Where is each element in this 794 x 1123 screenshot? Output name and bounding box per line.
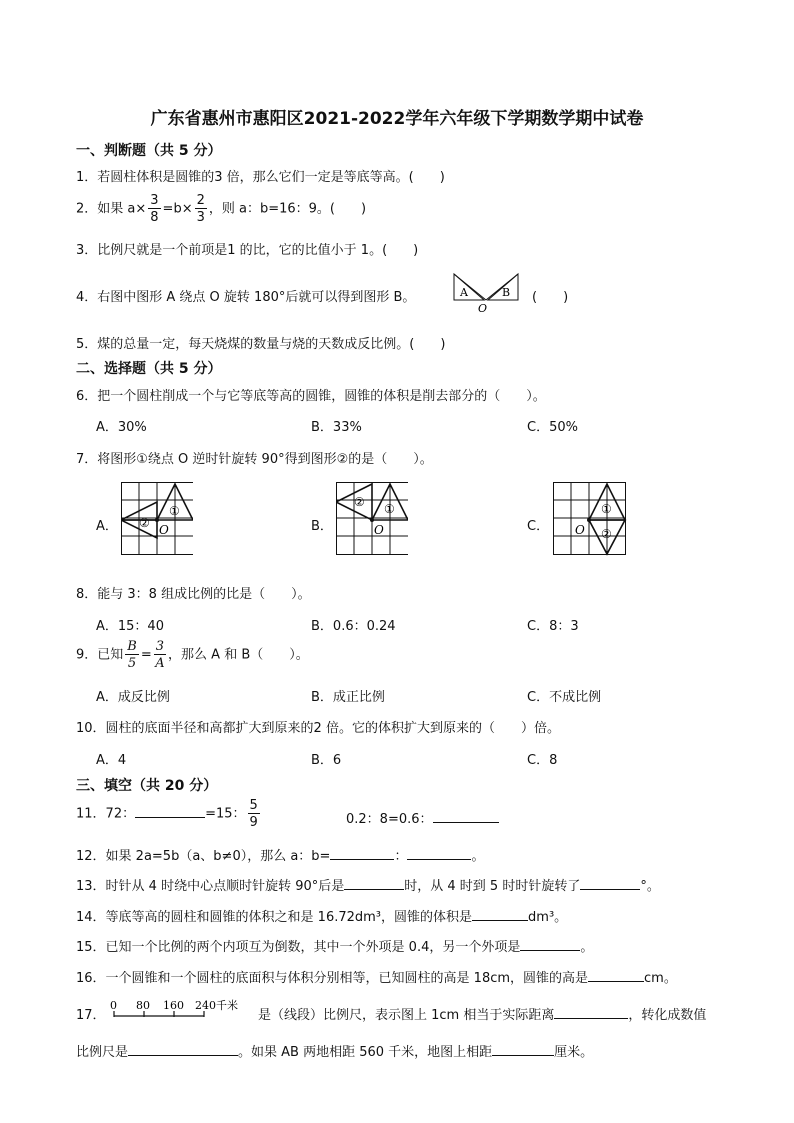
question-10: 10．圆柱的底面半径和高都扩大到原来的2 倍。它的体积扩大到原来的（ ）倍。 — [76, 721, 560, 736]
question-7: 7．将图形①绕点 O 逆时针旋转 90°得到图形②的是（ ）。 — [76, 452, 433, 467]
q17-scale-label-160: 160 — [163, 999, 184, 1012]
q11-prefix: 11．72： — [76, 806, 136, 822]
q9-option-c[interactable]: C．不成比例 — [527, 690, 602, 705]
q14-prefix: 14．等底等高的圆柱和圆锥的体积之和是 16.72dm³，圆锥的体积是 — [76, 910, 473, 925]
q7-option-c[interactable]: C． — [527, 519, 550, 534]
question-1: 1．若圆柱体积是圆锥的3 倍，那么它们一定是等底等高。( ) — [76, 170, 445, 185]
question-11-part-2 — [346, 808, 499, 827]
question-6: 6．把一个圆柱削成一个与它等底等高的圆锥，圆锥的体积是削去部分的（ ）。 — [76, 389, 546, 404]
q7-option-b[interactable]: B． — [311, 519, 333, 534]
question-17-line-2 — [76, 1041, 593, 1060]
q17-scale-bar — [108, 996, 250, 1024]
q8-option-b[interactable]: B．0.6：0.24 — [311, 619, 396, 634]
q15-end: 。 — [580, 940, 594, 955]
q4-label-o: O — [478, 302, 488, 314]
question-12 — [76, 845, 484, 864]
question-9 — [76, 640, 309, 670]
section-fill-heading: 三、填空（共 20 分） — [76, 778, 218, 794]
q4-answer-paren: ( ) — [532, 290, 569, 305]
q2-f2-numerator: 2 — [196, 193, 205, 208]
q9-fraction-1 — [125, 640, 139, 670]
q6-option-b[interactable]: B．33% — [311, 420, 362, 435]
question-17-line-1 — [258, 1004, 706, 1023]
q10-option-b[interactable]: B．6 — [311, 753, 342, 768]
q10-option-a[interactable]: A．4 — [96, 753, 127, 768]
q7c-label-one: ① — [601, 502, 612, 516]
question-2 — [76, 194, 366, 224]
q15-prefix: 15．已知一个比例的两个内项互为倒数，其中一个外项是 0.4，另一个外项是 — [76, 940, 521, 955]
q11-part2-text: 0.2：8=0.6： — [346, 812, 433, 827]
q13-blank-1[interactable] — [344, 876, 404, 890]
q2-fraction-1 — [148, 194, 160, 224]
q17-blank-1[interactable] — [554, 1005, 628, 1019]
q9-f1-numerator: B — [127, 639, 137, 654]
q13-prefix: 13．时针从 4 时绕中心点顺时针旋转 90°后是 — [76, 879, 345, 894]
q11-f-numerator: 5 — [249, 798, 258, 813]
q9-f1-denominator: 5 — [127, 656, 137, 671]
q4-label-b: B — [502, 286, 511, 299]
q7a-label-o: O — [159, 523, 169, 537]
q16-end: cm。 — [644, 971, 677, 986]
q17-blank-3[interactable] — [492, 1042, 554, 1056]
q2-fraction-2 — [195, 194, 207, 224]
q8-option-a[interactable]: A．15：40 — [96, 619, 164, 634]
q11-blank-2[interactable] — [433, 809, 499, 823]
q12-prefix: 12．如果 2a=5b（a、b≠0），那么 a：b= — [76, 849, 331, 864]
q17-line2-mid: 。如果 AB 两地相距 560 千米，地图上相距 — [238, 1045, 493, 1060]
question-15 — [76, 936, 593, 955]
question-3: 3．比例尺就是一个前项是1 的比，它的比值小于 1。( ) — [76, 243, 419, 258]
question-5: 5．煤的总量一定，每天烧煤的数量与烧的天数成反比例。( ) — [76, 337, 446, 352]
q15-blank[interactable] — [520, 937, 580, 951]
q2-suffix: ，则 a：b=16：9。( ) — [208, 201, 367, 217]
question-16 — [76, 967, 677, 986]
question-14 — [76, 906, 567, 925]
q12-colon: ： — [394, 849, 408, 864]
question-17-number: 17． — [76, 1008, 106, 1023]
q7b-label-one: ① — [384, 502, 395, 516]
q9-prefix: 9．已知 — [76, 647, 124, 663]
section-judge-heading: 一、判断题（共 5 分） — [76, 143, 222, 159]
q17-line2-prefix: 比例尺是 — [76, 1045, 129, 1060]
q7c-label-o: O — [575, 523, 585, 537]
q9-f2-numerator: 3 — [155, 639, 165, 654]
q11-blank-1[interactable] — [135, 804, 205, 818]
q2-f1-numerator: 3 — [150, 193, 159, 208]
q7a-label-one: ① — [169, 504, 180, 518]
page-title: 广东省惠州市惠阳区2021-2022学年六年级下学期数学期中试卷 — [150, 109, 644, 129]
q2-f1-denominator: 8 — [150, 210, 159, 225]
section-choice-heading: 二、选择题（共 5 分） — [76, 361, 222, 377]
q11-mid: =15： — [205, 806, 246, 822]
q10-option-c[interactable]: C．8 — [527, 753, 558, 768]
q7-option-a[interactable]: A． — [96, 519, 118, 534]
q7b-label-o: O — [374, 523, 384, 537]
q17-line2-end: 厘米。 — [554, 1045, 594, 1060]
q13-end: °。 — [640, 879, 660, 894]
q17-scale-label-0: 0 — [110, 999, 117, 1012]
q4-figure — [446, 270, 526, 314]
q12-end: 。 — [471, 849, 485, 864]
q8-option-c[interactable]: C．8：3 — [527, 619, 579, 634]
q11-f-denominator: 9 — [249, 815, 258, 830]
q13-mid: 时，从 4 时到 5 时时针旋转了 — [404, 879, 581, 894]
q13-blank-2[interactable] — [580, 876, 640, 890]
q2-f2-denominator: 3 — [196, 210, 205, 225]
q12-blank-2[interactable] — [407, 846, 471, 860]
q7-figure-b — [336, 482, 408, 560]
question-4: 4．右图中图形 A 绕点 O 旋转 180°后就可以得到图形 B。 — [76, 290, 416, 305]
q17-scale-label-240: 240千米 — [195, 999, 238, 1012]
question-11 — [76, 799, 262, 829]
q9-suffix: ，那么 A 和 B（ ）。 — [168, 647, 309, 663]
q14-end: dm³。 — [528, 910, 568, 925]
q12-blank-1[interactable] — [330, 846, 394, 860]
q9-fraction-2 — [154, 640, 166, 670]
q17-text-2: ，转化成数值 — [628, 1008, 707, 1023]
q9-option-b[interactable]: B．成正比例 — [311, 690, 385, 705]
q4-label-a: A — [460, 286, 468, 299]
q14-blank[interactable] — [472, 907, 528, 921]
q16-prefix: 16．一个圆锥和一个圆柱的底面积与体积分别相等，已知圆柱的高是 18cm，圆锥的高是 — [76, 971, 589, 986]
q6-option-c[interactable]: C．50% — [527, 420, 578, 435]
q9-f2-denominator: A — [155, 656, 165, 671]
q6-option-a[interactable]: A．30% — [96, 420, 147, 435]
q17-text-1: 是（线段）比例尺，表示图上 1cm 相当于实际距离 — [258, 1008, 555, 1023]
q16-blank[interactable] — [588, 968, 644, 982]
q9-option-a[interactable]: A．成反比例 — [96, 690, 170, 705]
question-8: 8．能与 3：8 组成比例的比是（ ）。 — [76, 587, 311, 602]
q17-scale-label-80: 80 — [136, 999, 150, 1012]
q9-eq: = — [140, 647, 152, 663]
q2-prefix: 2．如果 a× — [76, 201, 147, 217]
q7b-label-two: ② — [354, 495, 365, 509]
question-13 — [76, 875, 660, 894]
q11-fraction — [248, 799, 260, 829]
q7-figure-a — [121, 482, 193, 560]
q7a-label-two: ② — [139, 516, 150, 530]
q7-figure-c — [553, 482, 627, 560]
q17-blank-2[interactable] — [128, 1042, 238, 1056]
q2-mid: =b× — [162, 201, 193, 217]
q7c-label-two: ② — [601, 527, 612, 541]
